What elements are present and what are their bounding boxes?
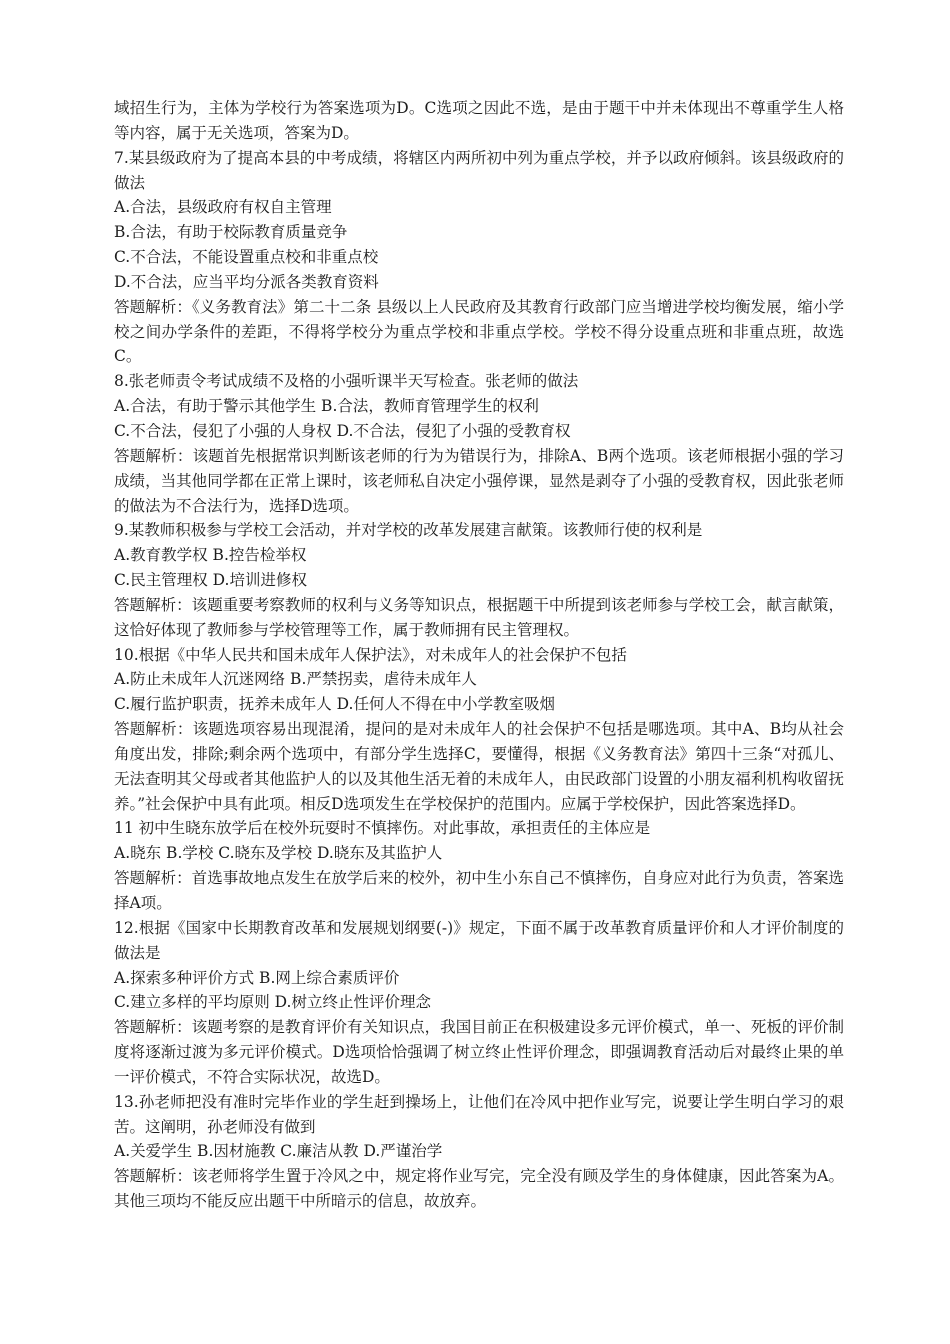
answer-option: C.不合法，不能设置重点校和非重点校 (114, 248, 379, 267)
answer-option: B.合法，有助于校际教育质量竞争 (114, 223, 348, 242)
question-stem: 8.张老师责令考试成绩不及格的小强听课半天写检查。张老师的做法 (114, 372, 579, 391)
answer-option: C.建立多样的平均原则 D.树立终止性评价理念 (114, 993, 431, 1012)
answer-option: A.合法，有助于警示其他学生 B.合法，教师育管理学生的权利 (114, 397, 539, 416)
answer-explanation: 答题解析：该题首先根据常识判断该老师的行为为错误行为，排除A、B两个选项。该老师根据小强的学习成绩，当其他同学都在正常上课时，该老师私自决定小强停课，显然是剥夺了小强的受教育权，因此张老师的做法为不合法行为，选择D选项。 (114, 446, 844, 515)
answer-explanation: 答题解析：首选事故地点发生在放学后来的校外，初中生小东自己不慎摔伤，自身应对此行为负责，答案选择A项。 (114, 869, 844, 912)
document-page (114, 96, 844, 1214)
answer-explanation: 答题解析：该题重要考察教师的权利与义务等知识点，根据题干中所提到该老师参与学校工会，献言献策，这恰好体现了教师参与学校管理等工作，属于教师拥有民主管理权。 (114, 595, 844, 639)
question-stem: 13.孙老师把没有准时完毕作业的学生赶到操场上，让他们在冷风中把作业写完，说要让学生明白学习的艰苦。这阐明，孙老师没有做到 (114, 1092, 844, 1136)
answer-option: A.防止未成年人沉迷网络 B.严禁拐卖，虐待未成年人 (114, 670, 477, 689)
answer-explanation: 答题解析：该题考察的是教育评价有关知识点，我国目前正在积极建设多元评价模式，单一、死板的评价制度将逐渐过渡为多元评价模式。D选项恰恰强调了树立终止性评价理念，即强调教育活动后对最终止果的单一评价模式，不符合实际状况，故选D。 (114, 1018, 844, 1086)
answer-option: A.探索多种评价方式 B.网上综合素质评价 (114, 968, 400, 987)
answer-option: A.教育教学权 B.控告检举权 (114, 546, 307, 565)
question-stem: 9.某教师积极参与学校工会活动，并对学校的改革发展建言献策。该教师行使的权利是 (114, 521, 703, 540)
answer-option: A.合法，县级政府有权自主管理 (114, 198, 332, 217)
text-line: 域招生行为，主体为学校行为答案选项为D。C选项之因此不选，是由于题干中并未体现出不尊重学生人格等内容，属于无关选项，答案为D。 (114, 99, 844, 142)
answer-explanation: 答题解析：《义务教育法》第二十二条 县级以上人民政府及其教育行政部门应当增进学校均衡发展，缩小学校之间办学条件的差距，不得将学校分为重点学校和非重点学校。学校不得分设重点班和非重点班，故选C。 (114, 297, 844, 366)
answer-option: D.不合法，应当平均分派各类教育资料 (114, 272, 379, 291)
question-stem: 10.根据《中华人民共和国未成年人保护法》，对未成年人的社会保护不包括 (114, 645, 627, 664)
question-stem: 12.根据《国家中长期教育改革和发展规划纲要(-)》规定，下面不属于改革教育质量评价和人才评价制度的做法是 (114, 918, 844, 962)
answer-option: C.民主管理权 D.培训进修权 (114, 571, 307, 590)
question-stem: 11 初中生晓东放学后在校外玩耍时不慎摔伤。对此事故，承担责任的主体应是 (114, 819, 651, 838)
answer-option: A.关爱学生 B.因材施教 C.廉洁从教 D.严谨治学 (114, 1142, 443, 1161)
answer-option: A.晓东 B.学校 C.晓东及学校 D.晓东及其监护人 (114, 844, 443, 863)
answer-option: C.履行监护职责，抚养未成年人 D.任何人不得在中小学教室吸烟 (114, 695, 555, 714)
answer-explanation: 答题解析：该题选项容易出现混淆，提问的是对未成年人的社会保护不包括是哪选项。其中A、B均从社会角度出发，排除;剩余两个选项中，有部分学生选择C，要懂得，根据《义务教育法》第四十三条“对孤儿、无法查明其父母或者其他监护人的以及其他生活无着的未成年人，由民政部门设置的小朋友福利机构收留抚养。”社会保护中具有此项。相反D选项发生在学校保护的范围内。应属于学校保护，因此答案选择D。 (114, 720, 844, 813)
answer-explanation: 答题解析：该老师将学生置于冷风之中，规定将作业写完，完全没有顾及学生的身体健康，因此答案为A。其他三项均不能反应出题干中所暗示的信息，故放弃。 (114, 1167, 844, 1211)
question-stem: 7.某县级政府为了提高本县的中考成绩，将辖区内两所初中列为重点学校，并予以政府倾斜。该县级政府的做法 (114, 148, 844, 192)
answer-option: C.不合法，侵犯了小强的人身权 D.不合法，侵犯了小强的受教育权 (114, 421, 571, 440)
